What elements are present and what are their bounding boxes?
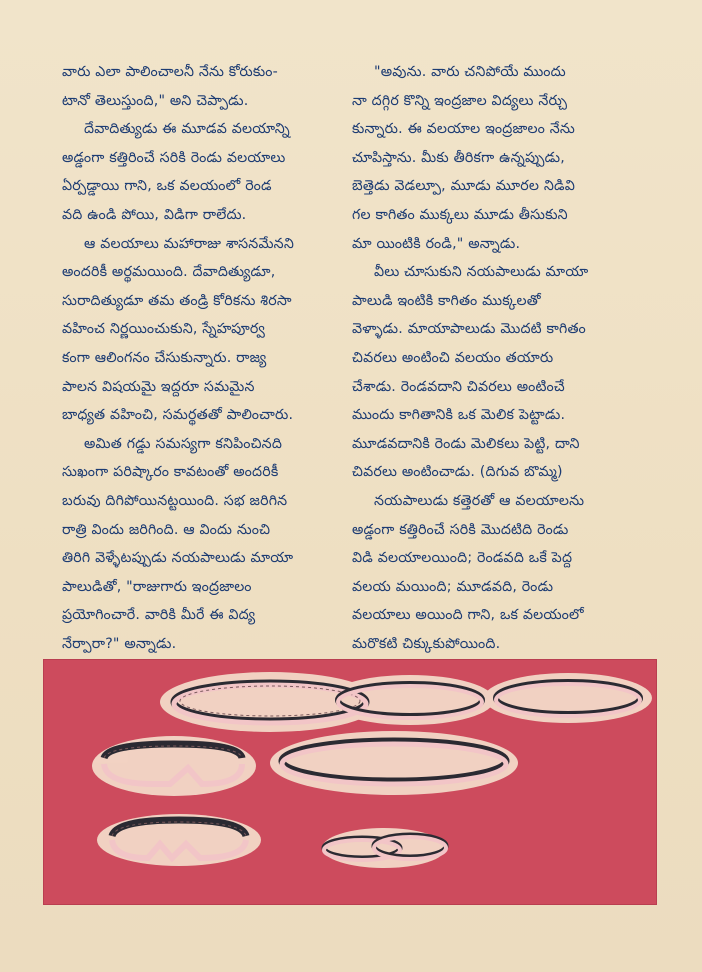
right-line: వలయాలు అయింది గాని, ఒక వలయంలో (352, 607, 584, 624)
left-line: రాత్రి విందు జరిగింది. ఆ విందు నుంచి (62, 521, 271, 538)
left-line: దేవాదిత్యుడు ఈ మూడవ వలయాన్ని (84, 121, 290, 138)
right-line: విడి వలయాలయింది; రెండవది ఒకే పెద్ద (352, 550, 573, 567)
right-line: మా యింటికి రండి," అన్నాడు. (352, 235, 521, 252)
left-text-column (62, 58, 357, 658)
right-line: కున్నారు. ఈ వలయాల ఇంద్రజాలం నేను (352, 121, 575, 138)
right-line: అడ్డంగా కత్తిరించే సరికి మొదటిది రెండు (352, 521, 569, 538)
right-line: బెత్తెడు వెడల్పూ, మూడు మూరల నిడివి (352, 178, 576, 195)
right-line: వెళ్ళాడు. మాయాపాలుడు మొదటి కాగితం (352, 321, 586, 338)
right-text-column (352, 58, 647, 658)
left-line: కంగా ఆలింగనం చేసుకున్నారు. రాజ్య (62, 349, 267, 366)
right-line: నా దగ్గిర కొన్ని ఇంద్రజాల విద్యలు నేర్చు (352, 92, 568, 109)
right-line: ముందు కాగితానికి ఒక మెలిక పెట్టాడు. (352, 407, 566, 424)
right-line: గల కాగితం ముక్కలు మూడు తీసుకుని (352, 206, 568, 223)
left-line: అమిత గడ్డు సమస్యగా కనిపించినది (84, 435, 283, 452)
left-line: పాలుడితో, "రాజుగారు ఇంద్రజాలం (62, 578, 252, 595)
right-line: నయపాలుడు కత్తెరతో ఆ వలయాలను (374, 492, 585, 509)
left-line: వారు ఎలా పాలించాలనీ నేను కోరుకుం- (62, 64, 278, 80)
left-line: వది ఉండి పోయి, విడిగా రాలేదు. (62, 206, 247, 223)
left-line: పాలన విషయమై ఇద్దరూ సమమైన (62, 378, 255, 395)
right-line: మూడవదానికి రెండు మెలికలు పెట్టి, దాని (352, 435, 580, 452)
right-line: పాలుడి ఇంటికి కాగితం ముక్కలతో (352, 292, 541, 309)
left-line: ఏర్పడ్డాయి గాని, ఒక వలయంలో రెండ (62, 178, 272, 195)
right-line: మరొకటి చిక్కుకుపోయింది. (352, 635, 501, 652)
left-line: ఆ వలయాలు మహారాజు శాసనమేనని (84, 235, 294, 252)
left-line: బాధ్యత వహించి, సమర్థతతో పాలించారు. (62, 407, 294, 424)
right-line: "అవును. వారు చనిపోయే ముందు (374, 64, 566, 80)
right-line: చూపిస్తాను. మీకు తీరికగా ఉన్నప్పుడు, (352, 149, 565, 166)
right-line: వీలు చూసుకుని నయపాలుడు మాయా (374, 264, 589, 281)
left-line: తిరిగి వెళ్ళేటప్పుడు నయపాలుడు మాయా (62, 550, 294, 567)
left-line: నేర్పారా?" అన్నాడు. (62, 635, 177, 652)
left-line: బరువు దిగిపోయినట్టయింది. సభ జరిగిన (62, 492, 288, 509)
left-line: సుఖంగా పరిష్కారం కావటంతో అందరికీ (62, 464, 279, 481)
rings-drawing (44, 660, 656, 904)
paper-rings-illustration (44, 660, 656, 904)
right-line: చివరలు అంటించాడు. (దిగువ బొమ్మ) (352, 464, 563, 481)
left-line: అడ్డంగా కత్తిరించే సరికి రెండు వలయాలు (62, 149, 286, 166)
right-line: వలయ మయింది; మూడవది, రెండు (352, 578, 554, 595)
right-line: చివరలు అంటించి వలయం తయారు (352, 349, 554, 366)
left-line: సురాదిత్యుడూ తమ తండ్రి కోరికను శిరసా (62, 292, 292, 309)
left-line: ప్రయోగించారే. వారికి మీరే ఈ విద్య (62, 607, 256, 624)
left-line: టానో తెలుస్తుంది," అని చెప్పాడు. (62, 92, 249, 109)
left-line: అందరికీ అర్థమయింది. దేవాదిత్యుడూ, (62, 264, 276, 281)
left-line: వహించ నిర్ణయించుకుని, స్నేహపూర్వ (62, 321, 266, 338)
right-line: చేశాడు. రెండవదాని చివరలు అంటించే (352, 378, 565, 395)
